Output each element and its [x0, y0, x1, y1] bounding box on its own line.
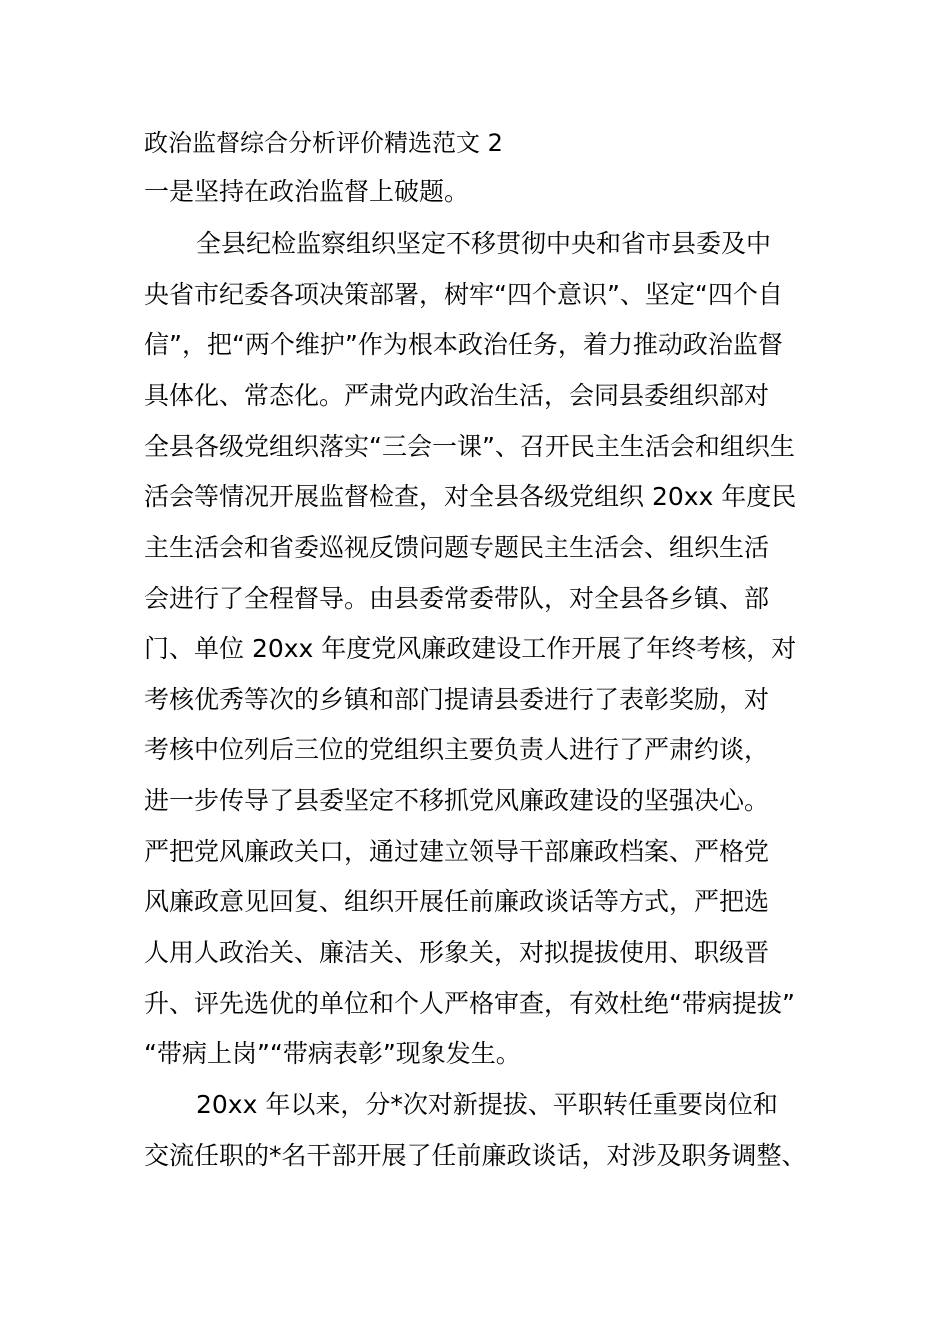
paragraph-line: “带病上岗”“带病表彰”现象发生。 — [144, 1039, 521, 1068]
paragraph-line: 20xx 年以来，分*次对新提拔、平职转任重要岗位和 — [196, 1090, 778, 1119]
paragraph-line: 信”，把“两个维护”作为根本政治任务，着力推动政治监督 — [144, 330, 783, 359]
paragraph-line: 主生活会和省委巡视反馈问题专题民主生活会、组织生活 — [144, 533, 770, 562]
paragraph-line: 会进行了全程督导。由县委常委带队，对全县各乡镇、部 — [144, 584, 770, 613]
paragraph-line: 进一步传导了县委坚定不移抓党风廉政建设的坚强决心。 — [144, 786, 770, 815]
paragraph-line: 门、单位 20xx 年度党风廉政建设工作开展了年终考核，对 — [144, 634, 797, 663]
paragraph-line: 交流任职的*名干部开展了任前廉政谈话，对涉及职务调整、 — [144, 1141, 807, 1170]
paragraph-line: 人用人政治关、廉洁关、形象关，对拟提拔使用、职级晋 — [144, 938, 770, 967]
paragraph-line: 严把党风廉政关口，通过建立领导干部廉政档案、严格党 — [144, 837, 770, 866]
paragraph-line: 升、评先选优的单位和个人严格审查，有效杜绝“带病提拔” — [144, 989, 795, 1018]
paragraph-line: 全县纪检监察组织坚定不移贯彻中央和省市县委及中 — [196, 229, 772, 258]
paragraph-line: 央省市纪委各项决策部署，树牢“四个意识”、坚定“四个自 — [144, 280, 783, 309]
paragraph-line: 全县各级党组织落实“三会一课”、召开民主生活会和组织生 — [144, 432, 795, 461]
paragraph-line: 风廉政意见回复、组织开展任前廉政谈话等方式，严把选 — [144, 887, 770, 916]
document-title: 政治监督综合分析评价精选范文 2 — [144, 129, 503, 157]
section-heading: 一是坚持在政治监督上破题。 — [144, 177, 470, 206]
paragraph-line: 活会等情况开展监督检查，对全县各级党组织 20xx 年度民 — [144, 482, 797, 511]
paragraph-line: 考核优秀等次的乡镇和部门提请县委进行了表彰奖励，对 — [144, 685, 770, 714]
paragraph-line: 考核中位列后三位的党组织主要负责人进行了严肃约谈， — [144, 735, 770, 764]
paragraph-line: 具体化、常态化。严肃党内政治生活，会同县委组织部对 — [144, 381, 770, 410]
